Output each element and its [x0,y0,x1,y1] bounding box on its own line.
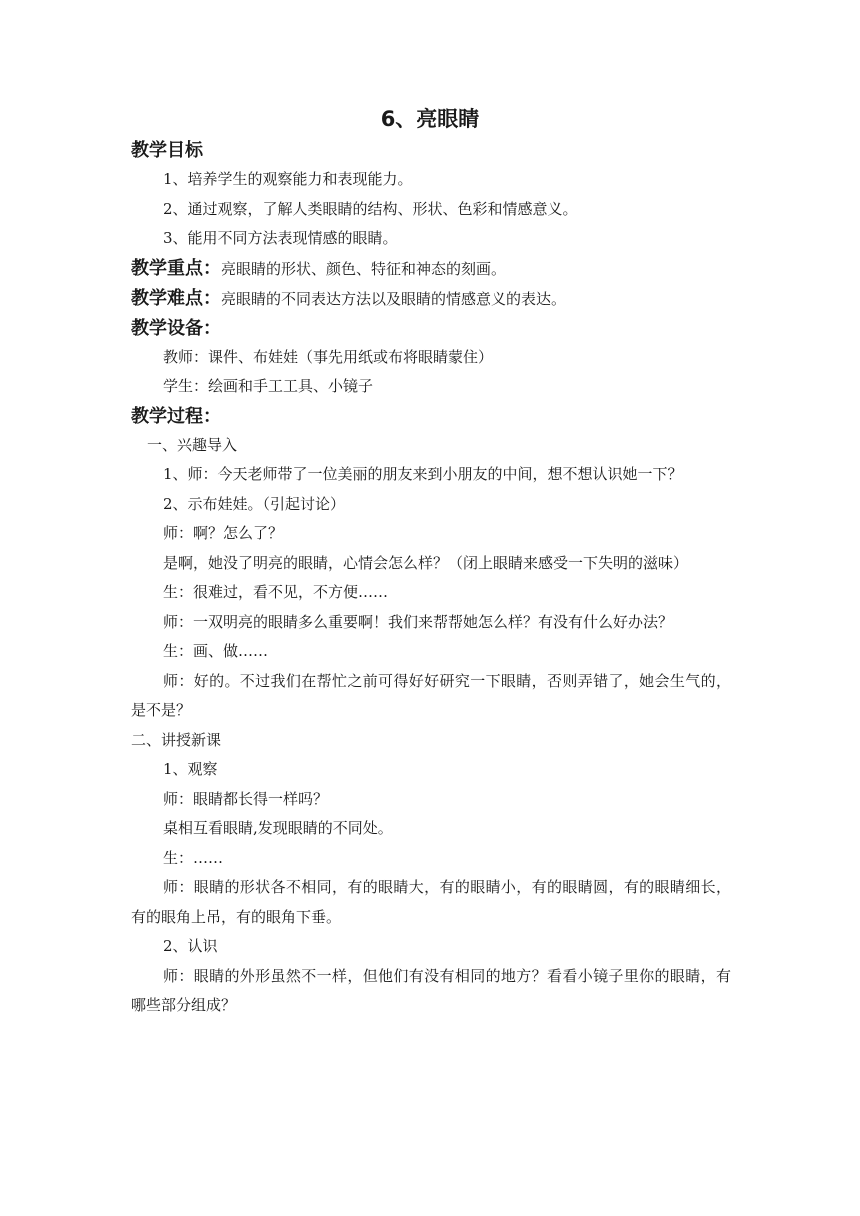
part1-line: 是啊，她没了明亮的眼睛，心情会怎么样？（闭上眼睛来感受一下失明的滋味） [163,553,689,572]
part1-line: 1、师：今天老师带了一位美丽的朋友来到小朋友的中间，想不想认识她一下？ [163,465,683,483]
part1-heading: 一、兴趣导入 [147,435,238,454]
part2-line: 桌相互看眼睛,发现眼睛的不同处。 [163,819,393,837]
part2-line: 2、认识 [163,937,218,955]
part1-line: 师：啊？怎么了？ [163,524,284,542]
equipment-heading: 教学设备： [131,317,221,339]
part2-heading: 二、讲授新课 [131,730,222,749]
difficulty-row [131,284,731,314]
part2-line: 生：…… [163,848,224,867]
objective-item: 1、培养学生的观察能力和表现能力。 [163,170,413,188]
part1-line: 师：一双明亮的眼睛多么重要啊！我们来帮帮她怎么样？有没有什么好办法？ [163,612,674,631]
key-point-label: 教学重点： [131,257,221,279]
document-body [131,136,731,1021]
part2-line: 师：眼睛都长得一样吗？ [163,789,329,808]
process-heading: 教学过程： [131,405,221,427]
equipment-teacher: 教师：课件、布娃娃（事先用纸或布将眼睛蒙住） [163,347,494,366]
key-point-row [131,254,731,284]
objectives-heading: 教学目标 [131,140,203,161]
part2-line: 师：眼睛的外形虽然不一样，但他们有没有相同的地方？看看小镜子里你的眼睛，有哪些部分组成？ [131,966,731,1014]
document-title: 6、亮眼睛 [380,107,480,131]
difficulty-text: 亮眼睛的不同表达方法以及眼睛的情感意义的表达。 [221,289,567,308]
part1-line: 师：好的。不过我们在帮忙之前可得好好研究一下眼睛，否则弄错了，她会生气的，是不是？ [131,671,731,719]
difficulty-label: 教学难点： [131,287,221,309]
objective-item: 3、能用不同方法表现情感的眼睛。 [163,229,398,247]
part1-line: 2、示布娃娃。（引起讨论） [163,494,346,513]
part1-line: 生：很难过，看不见，不方便…… [163,583,389,601]
equipment-student: 学生：绘画和手工工具、小镜子 [163,377,374,395]
objective-item: 2、通过观察，了解人类眼睛的结构、形状、色彩和情感意义。 [163,199,578,218]
key-point-text: 亮眼睛的形状、颜色、特征和神态的刻画。 [221,259,507,278]
part1-line: 生：画、做…… [163,642,269,660]
part2-line: 师：眼睛的形状各不相同，有的眼睛大，有的眼睛小，有的眼睛圆，有的眼睛细长，有的眼角上吊，有的眼角下垂。 [131,878,731,926]
part2-line: 1、观察 [163,760,218,778]
